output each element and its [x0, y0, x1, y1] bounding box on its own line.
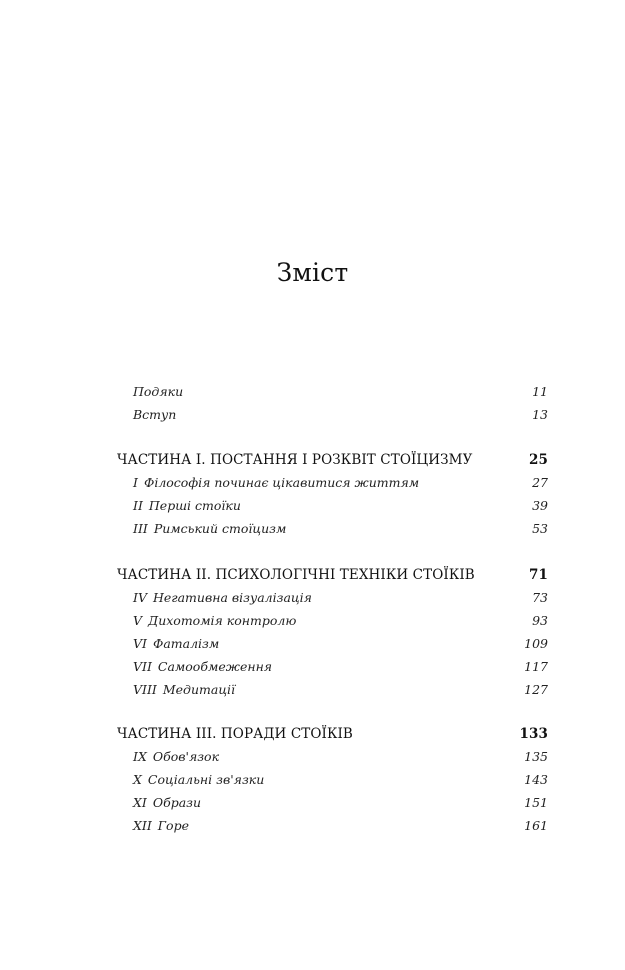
toc-part-page: 133 [519, 726, 548, 742]
chapter-title: Обов'язок [152, 749, 220, 764]
toc-entry-label: Подяки [133, 384, 184, 399]
toc-chapter-10[interactable] [133, 772, 548, 794]
chapter-title: Перші стоїки [148, 498, 241, 513]
chapter-number: I [133, 475, 138, 490]
toc-chapter-4[interactable] [133, 590, 548, 612]
chapter-page: 73 [532, 590, 548, 605]
chapter-number: V [133, 613, 143, 628]
toc-part-page: 71 [529, 567, 548, 583]
chapter-page: 53 [532, 521, 548, 536]
toc-part-title: ЧАСТИНА І. ПОСТАННЯ І РОЗКВІТ СТОЇЦИЗМУ [117, 452, 473, 468]
chapter-page: 151 [524, 795, 548, 810]
chapter-number: XII [133, 818, 152, 833]
chapter-number: IV [133, 590, 147, 605]
chapter-title: Соціальні зв'язки [147, 772, 265, 787]
toc-chapter-8[interactable] [133, 682, 548, 704]
chapter-title: Фаталізм [152, 636, 220, 651]
toc-entry-page: 11 [532, 384, 548, 399]
toc-entry-page: 13 [532, 407, 548, 422]
toc-part-2[interactable] [117, 567, 548, 589]
chapter-title: Самообмеження [157, 659, 273, 674]
page-title: Зміст [276, 258, 349, 287]
chapter-page: 127 [524, 682, 548, 697]
chapter-page: 93 [532, 613, 548, 628]
chapter-page: 109 [524, 636, 548, 651]
toc-entry-label: Вступ [133, 407, 177, 422]
chapter-title: Філософія починає цікавитися життям [143, 475, 420, 490]
chapter-title: Дихотомія контролю [148, 613, 297, 628]
chapter-number: VI [133, 636, 147, 651]
toc-chapter-9[interactable] [133, 749, 548, 771]
toc-chapter-2[interactable] [133, 498, 548, 520]
toc-chapter-5[interactable] [133, 613, 548, 635]
chapter-number: II [133, 498, 143, 513]
toc-part-title: ЧАСТИНА ІІІ. ПОРАДИ СТОЇКІВ [117, 726, 353, 742]
toc-part-page: 25 [529, 452, 548, 468]
chapter-number: VIII [133, 682, 157, 697]
toc-chapter-12[interactable] [133, 818, 548, 840]
chapter-title: Римський стоїцизм [153, 521, 287, 536]
toc-chapter-1[interactable] [133, 475, 548, 497]
toc-chapter-3[interactable] [133, 521, 548, 543]
toc-chapter-11[interactable] [133, 795, 548, 817]
chapter-page: 39 [532, 498, 548, 513]
chapter-title: Медитації [162, 682, 236, 697]
toc-part-title: ЧАСТИНА ІІ. ПСИХОЛОГІЧНІ ТЕХНІКИ СТОЇКІВ [117, 567, 475, 583]
chapter-title: Горе [157, 818, 189, 833]
chapter-number: III [133, 521, 148, 536]
toc-chapter-7[interactable] [133, 659, 548, 681]
chapter-page: 117 [524, 659, 548, 674]
chapter-number: X [133, 772, 142, 787]
toc-chapter-6[interactable] [133, 636, 548, 658]
chapter-title: Негативна візуалізація [152, 590, 312, 605]
chapter-page: 27 [532, 475, 548, 490]
chapter-number: VII [133, 659, 152, 674]
toc-part-3[interactable] [117, 726, 548, 748]
toc-entry-introduction[interactable] [133, 407, 548, 429]
chapter-number: IX [133, 749, 147, 764]
chapter-number: XI [133, 795, 147, 810]
chapter-page: 135 [524, 749, 548, 764]
chapter-title: Образи [152, 795, 202, 810]
toc-entry-acknowledgements[interactable] [133, 384, 548, 406]
chapter-page: 143 [524, 772, 548, 787]
chapter-page: 161 [524, 818, 548, 833]
toc-part-1[interactable] [117, 452, 548, 474]
